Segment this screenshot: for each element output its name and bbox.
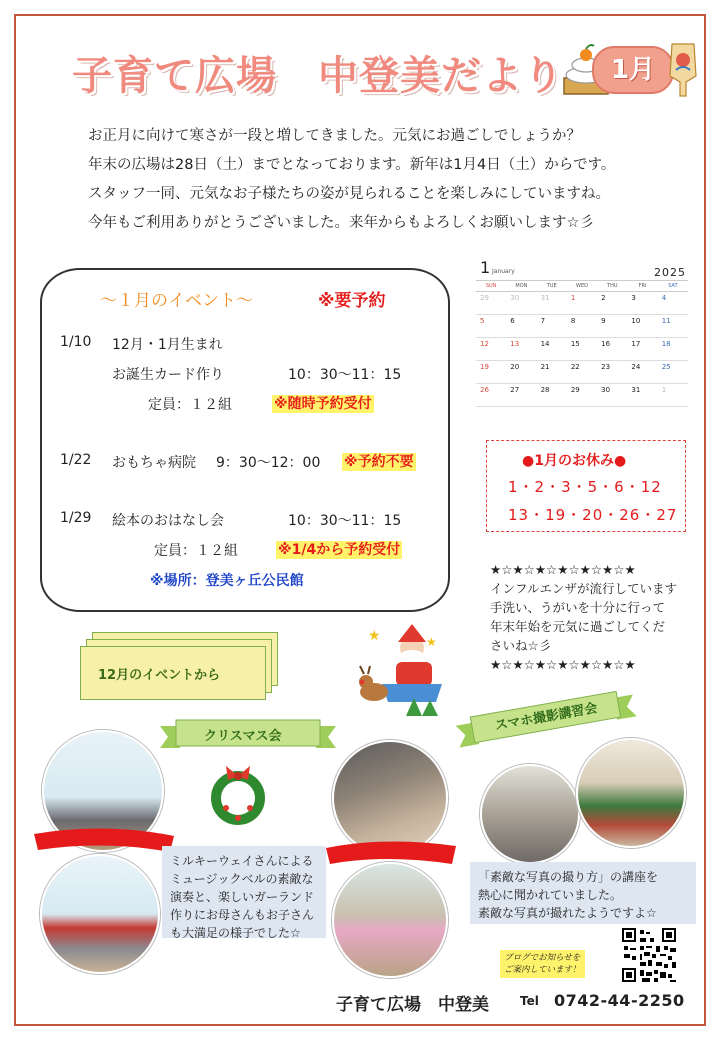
calendar-day: 18 [658,338,688,361]
calendar-day: 20 [506,361,536,384]
calendar-day: 6 [506,315,536,338]
calendar-day: 31 [537,292,567,315]
calendar-weekday: THU [597,281,627,292]
svg-text:★: ★ [426,635,437,649]
intro-line: 年末の広場は28日（土）までとなっております。新年は1月4日（土）からです。 [88,157,616,173]
calendar-day: 19 [476,361,506,384]
holiday-title: ●1月のお休み● [522,453,627,469]
calendar-day: 5 [476,315,506,338]
event-badge: ※予約不要 [344,454,414,470]
santa-sleigh-icon [352,624,452,720]
calendar-day: 12 [476,338,506,361]
calendar-day: 22 [567,361,597,384]
wreath-icon [206,762,270,826]
notice-line: 年末年始を元気に過ごしてくだ [490,619,666,634]
svg-text:★: ★ [368,628,381,644]
calendar-day: 10 [627,315,657,338]
caption-line: 「素敵な写真の撮り方」の講座を [478,870,659,884]
notice-line: インフルエンザが流行しています [490,581,678,596]
calendar-day: 24 [627,361,657,384]
event-name: おもちゃ病院 [112,455,196,471]
event-time: 9：30～12：00 [216,455,321,471]
calendar-weekday: SAT [658,281,688,292]
caption-line: も大満足の様子でした☆ [170,926,301,940]
events-box [40,268,450,612]
footer-phone-number: 0742-44-2250 [554,991,685,1010]
notice-line: 手洗い、うがいを十分に行って [490,600,666,615]
footer-organization: 子育て広場 中登美 [336,995,489,1015]
footer-tel-label: Tel [520,994,539,1008]
event-name: お誕生カード作り [112,367,224,383]
intro-message [88,122,678,238]
month-badge: 1月 [592,46,674,94]
christmas-caption [162,846,326,938]
calendar-weekday: TUE [537,281,567,292]
calendar-day: 28 [537,384,567,407]
calendar-grid [476,280,688,407]
calendar-day: 7 [537,315,567,338]
christmas-photo [332,862,448,978]
event-line: 12月・1月生まれ [112,337,223,353]
phone-workshop-photo [576,738,686,848]
qr-code-icon[interactable] [620,926,678,984]
calendar-day: 30 [506,292,536,315]
blog-note [500,950,585,978]
calendar [476,258,688,412]
caption-line: ミュージックベルの素敵な [170,872,314,886]
calendar-month-name: January [492,268,515,275]
event-place: ※場所：登美ヶ丘公民館 [150,573,304,589]
calendar-day: 23 [597,361,627,384]
calendar-day: 14 [537,338,567,361]
reservation-required-note: ※要予約 [318,291,386,311]
caption-line: 素敵な写真が撮れたようですよ☆ [478,906,657,920]
event-time: 10：30～11：15 [288,513,402,529]
event-date: 1/22 [60,452,92,468]
event-badge: ※随時予約受付 [274,396,372,412]
calendar-day: 11 [658,315,688,338]
phone-workshop-photo [480,764,580,864]
calendar-day: 4 [658,292,688,315]
calendar-day: 3 [627,292,657,315]
calendar-weekday: FRI [627,281,657,292]
event-time: 10：30～11：15 [288,367,402,383]
event-date: 1/10 [60,334,92,350]
holiday-dates: 13・19・20・26・27 [508,506,678,524]
star-border: ★☆★☆★☆★☆★☆★☆★ [490,562,636,577]
calendar-day: 15 [567,338,597,361]
calendar-day: 27 [506,384,536,407]
calendar-day: 1 [567,292,597,315]
calendar-day: 21 [537,361,567,384]
star-border: ★☆★☆★☆★☆★☆★☆★ [490,657,636,672]
intro-line: 今年もご利用ありがとうございました。来年からもよろしくお願いします☆彡 [88,215,594,231]
calendar-day: 16 [597,338,627,361]
event-badge: ※1/4から予約受付 [278,542,401,558]
calendar-day: 8 [567,315,597,338]
health-notice [490,560,690,674]
calendar-day: 25 [658,361,688,384]
calendar-weekday: SUN [476,281,506,292]
calendar-day: 30 [597,384,627,407]
caption-line: 熱心に聞かれていました。 [478,888,623,902]
page-title: 子育て広場 中登美だより [72,53,564,99]
calendar-weekday: MON [506,281,536,292]
calendar-day: 29 [567,384,597,407]
holiday-dates: 1・2・3・5・6・12 [508,478,662,496]
calendar-day: 9 [597,315,627,338]
phone-workshop-label: スマホ撮影講習会 [493,701,599,734]
caption-line: 作りにお母さんもお子さん [170,908,315,922]
calendar-day: 17 [627,338,657,361]
calendar-weekday: WED [567,281,597,292]
caption-line: 演奏と、楽しいガーランド [170,890,315,904]
event-name: 絵本のおはなし会 [112,513,224,529]
calendar-month-number: 1 [480,258,491,277]
calendar-day: 26 [476,384,506,407]
blog-note-line: ブログでお知らせを [504,953,581,963]
christmas-label: クリスマス会 [204,729,282,744]
hagoita-icon [666,40,700,100]
event-capacity: 定員：１２組 [148,397,232,413]
caption-line: ミルキーウェイさんによる [170,854,314,868]
notice-line: さいね☆彡 [490,638,552,653]
blog-note-line: ご案内しています！ [504,965,581,975]
intro-line: スタッフ一同、元気なお子様たちの姿が見られることを楽しみにしていますね。 [88,186,610,202]
event-capacity: 定員：１２組 [154,543,238,559]
events-heading: ～１月のイベント～ [100,291,253,311]
event-date: 1/29 [60,510,92,526]
calendar-year: 2025 [654,266,686,279]
calendar-day: 2 [597,292,627,315]
calendar-day: 1 [658,384,688,407]
december-events-label: 12月のイベントから [98,668,221,683]
christmas-photo [40,854,160,974]
calendar-day: 31 [627,384,657,407]
calendar-day: 13 [506,338,536,361]
calendar-day: 29 [476,292,506,315]
intro-line: お正月に向けて寒さが一段と増してきました。元気にお過ごしでしょうか？ [88,128,581,144]
phone-workshop-caption [470,862,696,924]
